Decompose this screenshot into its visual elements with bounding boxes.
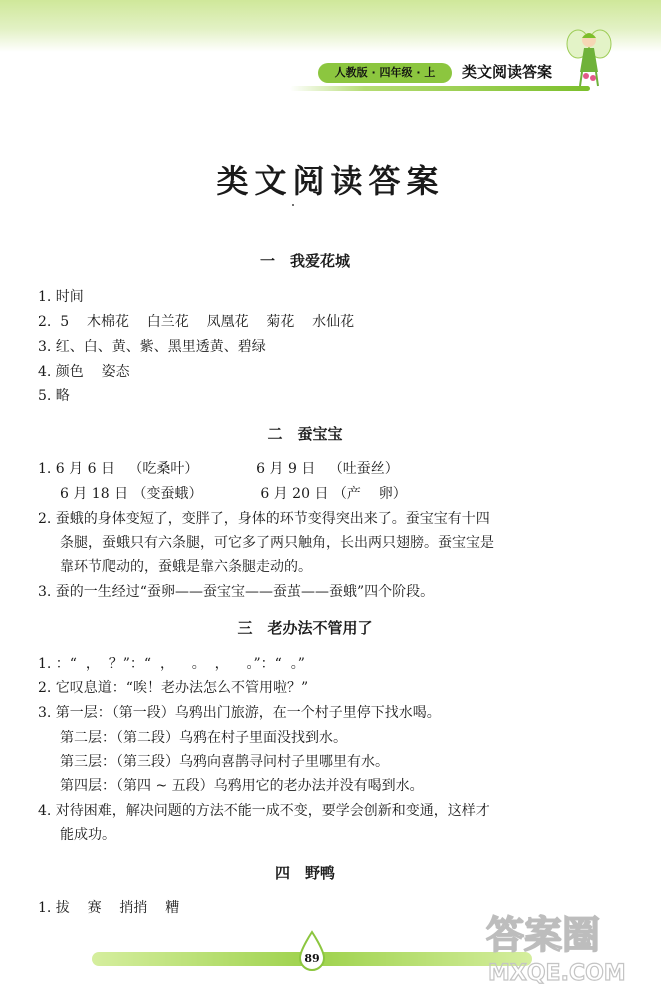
section-heading-2: 二 蚕宝宝 [267,425,343,443]
answer-line: 3. 第一层：（第一段）乌鸦出门旅游，在一个村子里停下找水喝。 [38,705,441,721]
answer-line: 1. ：“ ， ？”：“ ， 。 ， 。”：“ 。” [38,656,305,672]
edition-badge: 人教版 · 四年级 · 上 [318,63,452,83]
top-decor-band [0,0,661,52]
answer-line: 靠环节爬动的，蚕蛾是靠六条腿走动的。 [60,559,312,575]
answer-line: 1. 拔 赛 捎捎 糟 [38,900,180,916]
answer-line: 2. 5 木棉花 白兰花 凤凰花 菊花 水仙花 [38,314,355,330]
section-heading-4: 四 野鸭 [274,864,335,882]
answer-line: 5. 略 [38,388,70,404]
answer-line: 3. 蚕的一生经过“蚕卵——蚕宝宝——蚕茧——蚕蛾”四个阶段。 [38,584,435,600]
decorative-dot [292,204,294,206]
answer-line: 3. 红、白、黄、紫、黑里透黄、碧绿 [38,339,266,355]
page-title: 类文阅读答案 [216,162,445,200]
watermark-logo [478,906,658,986]
section-heading-3: 三 老办法不管用了 [237,619,373,637]
svg-text:答案圈: 答案圈 [486,913,601,957]
fairy-icon [564,26,614,90]
answer-line: 1. 6 月 6 日 （吃桑叶） 6 月 9 日 （吐蚕丝） [38,461,399,477]
answer-line: 4. 颜色 姿态 [38,364,130,380]
page-number-drop-icon [297,930,327,972]
answer-line: 1. 时间 [38,289,84,305]
svg-text:MXQE.COM: MXQE.COM [488,961,626,986]
answer-line: 第三层：（第三段）乌鸦向喜鹊寻问村子里哪里有水。 [60,754,389,770]
answer-line: 第四层：（第四 ~ 五段）乌鸦用它的老办法并没有喝到水。 [60,778,424,794]
answer-line: 2. 它叹息道：“唉！老办法怎么不管用啦？” [38,680,309,696]
answer-line: 4. 对待困难，解决问题的方法不能一成不变，要学会创新和变通，这样才 [38,803,490,819]
answer-line: 2. 蚕蛾的身体变短了，变胖了，身体的环节变得突出来了。蚕宝宝有十四 [38,511,490,527]
header-rule [290,86,590,91]
answer-line: 条腿，蚕蛾只有六条腿，可它多了两只触角，长出两只翅膀。蚕宝宝是 [60,535,494,551]
answer-line: 能成功。 [60,827,116,843]
answer-line: 6 月 18 日 （变蚕蛾） 6 月 20 日 （产 卵） [60,486,407,502]
answer-line: 第二层：（第二段）乌鸦在村子里面没找到水。 [60,730,347,746]
header-title: 类文阅读答案 [462,63,553,81]
section-heading-1: 一 我爱花城 [259,252,350,270]
page-number: 89 [304,952,320,965]
